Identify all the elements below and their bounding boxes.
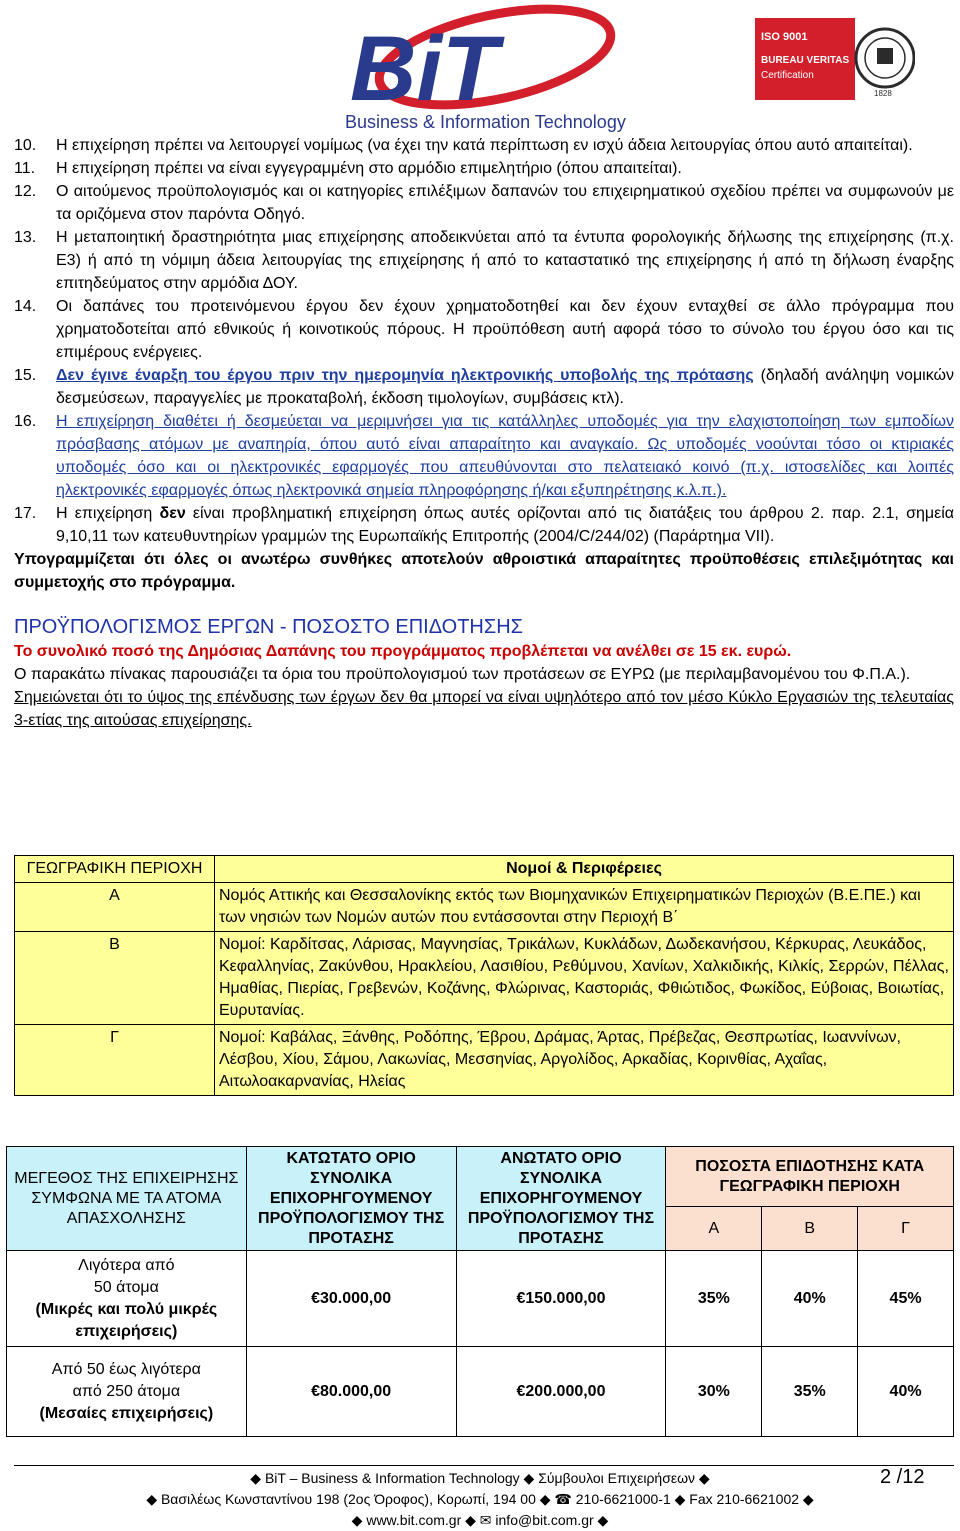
item15-emphasis: Δεν έγινε έναρξη του έργου πριν την ημερομηνία ηλεκτρονικής υποβολής της πρότασης — [56, 367, 754, 384]
bureau-veritas-logo — [755, 18, 915, 100]
list-item: 15. Δεν έγινε έναρξη του έργου πριν την ημερομηνία ηλεκτρονικής υποβολής της πρότασης (δηλαδή ανάληψη νομικών δεσμεύσεων, παραγγελίες με προκαταβολή, έκδοση τιμολογίων, συμβάσεις κτλ). — [14, 367, 955, 407]
table-row: Από 50 έως λιγότερα από 250 άτομα (Μεσαίες επιχειρήσεις) €80.000,00 €200.000,00 30% 35% 40% — [7, 1347, 954, 1437]
table-row: Β Νομοί: Καρδίτσας, Λάρισας, Μαγνησίας, Τρικάλων, Κυκλάδων, Δωδεκανήσου, Κέρκυρας, Λευκάδος, Κεφαλληνίας, Ζακύνθου, Ηρακλείου, Λασιθίου, Ρεθύμνου, Χανίων, Χαλκιδικής, Κιλκίς, Σερρών, Πέλλας, Ημαθίας, Πιερίας, Γρεβενών, Κοζάνης, Φλώρινας, Καστοριάς, Φθιώτιδος, Φωκίδος, Εύβοιας, Βοιωτίας, Ευρυτανίας. — [15, 932, 954, 1025]
page-number: 2 /12 — [880, 1466, 925, 1488]
cert-year: 1828 — [874, 89, 892, 98]
list-item: 16. Η επιχείρηση διαθέτει ή δεσμεύεται να μεριμνήσει για τις κατάλληλες υποδομές για την ελαχιστοποίηση των εμποδίων πρόσβασης ατόμων με αναπηρία, όπου αυτό είναι απαραίτητο και αναγκαίο. Ως υποδομές νοούνται τόσο οι κτιριακές υποδομές όσο και οι ηλεκτρονικές εφαρμογές που απευθύνονται στο πελατειακό κοινό (π.χ. ιστοσελίδες και λοιπές ηλεκτρονικές εφαρμογές όπως ηλεκτρονικά σημεία πληροφόρησης ή/και εξυπηρέτησης κ.λ.π.). — [14, 413, 954, 499]
budget-total-note: Το συνολικό ποσό της Δημόσιας Δαπάνης του προγράμματος προβλέπεται να ανέλθει σε 15 εκ. ευρώ. — [14, 643, 792, 660]
logo-text: BiT — [350, 18, 499, 120]
page-footer — [0, 1468, 960, 1531]
table-row: Λιγότερα από 50 άτομα (Μικρές και πολύ μικρές επιχειρήσεις) €30.000,00 €150.000,00 35% 40% 45% — [7, 1251, 954, 1347]
list-item: 17. Η επιχείρηση δεν είναι προβληματική επιχείρηση όπως αυτές ορίζονται από τις διατάξεις του άρθρου 2. παρ. 2.1, σημεία 9,10,11 των κατευθυντηρίων γραμμών της Ευρωπαϊκής Επιτροπής (2004/C/244/02) (Παράρτημα VII). — [14, 505, 955, 545]
list-item: 12. Ο αιτούμενος προϋπολογισμός και οι κατηγορίες επιλέξιμων δαπανών του επιχειρηματικού σχεδίου πρέπει να συμφωνούν με τα οριζόμενα στον παρόντα Οδηγό. — [14, 183, 954, 223]
footer-company: ◆ BiT – Business & Information Technology ◆ Σύμβουλοι Επιχειρήσεων ◆ — [250, 1470, 710, 1486]
footer-divider — [14, 1465, 954, 1466]
logo-subtitle: Business & Information Technology — [345, 112, 626, 132]
cert-label: Certification — [761, 70, 814, 81]
cert-bv: BUREAU VERITAS — [761, 55, 850, 66]
fund-header-max: ΑΝΩΤΑΤΟ ΟΡΙΟ ΣΥΝΟΛΙΚΑ ΕΠΙΧΟΡΗΓΟΥΜΕΝΟΥ ΠΡΟΫΠΟΛΟΓΙΣΜΟΥ ΤΗΣ ΠΡΟΤΑΣΗΣ — [456, 1147, 666, 1251]
list-item: 11. Η επιχείρηση πρέπει να είναι εγγεγραμμένη στο αρμόδιο επιμελητήριο (όπου απαιτείται). — [14, 160, 682, 177]
table-row: Γ Νομοί: Καβάλας, Ξάνθης, Ροδόπης, Έβρου, Δράμας, Άρτας, Πρέβεζας, Θεσπρωτίας, Ιωαννίνων, Λέσβου, Χίου, Σάμου, Λακωνίας, Μεσσηνίας, Αργολίδος, Αρκαδίας, Κορινθίας, Αχαΐας, Αιτωλοακαρνανίας, Ηλείας — [15, 1025, 954, 1096]
footer-contact: ◆ www.bit.com.gr ◆ ✉ info@bit.com.gr ◆ — [351, 1512, 609, 1528]
geo-header-area: ΓΕΩΓΡΑΦΙΚΗ ΠΕΡΙΟΧΗ — [15, 856, 215, 883]
fund-header-min: ΚΑΤΩΤΑΤΟ ΟΡΙΟ ΣΥΝΟΛΙΚΑ ΕΠΙΧΟΡΗΓΟΥΜΕΝΟΥ ΠΡΟΫΠΟΛΟΓΙΣΜΟΥ ΤΗΣ ΠΡΟΤΑΣΗΣ — [246, 1147, 456, 1251]
fund-header-size: ΜΕΓΕΘΟΣ ΤΗΣ ΕΠΙΧΕΙΡΗΣΗΣ ΣΥΜΦΩΝΑ ΜΕ ΤΑ ΑΤΟΜΑ ΑΠΑΣΧΟΛΗΣΗΣ — [7, 1147, 247, 1251]
bit-logo — [330, 2, 630, 134]
list-item: 10. Η επιχείρηση πρέπει να λειτουργεί νομίμως (να έχει την κατά περίπτωση εν ισχύ άδεια λειτουργίας όπου αυτό απαιτείται). — [14, 137, 913, 154]
list-item: 14. Οι δαπάνες του προτεινόμενου έργου δεν έχουν χρηματοδοτηθεί και δεν έχουν ενταχθεί σε άλλο πρόγραμμα που χρηματοδοτείται από εθνικούς ή κοινοτικούς πόρους. Η προϋπόθεση αυτή αφορά τόσο το σύνολο του έργου όσο και τις επιμέρους ενέργειες. — [14, 298, 954, 361]
page-header — [0, 0, 960, 135]
funding-limits-table: ΜΕΓΕΘΟΣ ΤΗΣ ΕΠΙΧΕΙΡΗΣΗΣ ΣΥΜΦΩΝΑ ΜΕ ΤΑ ΑΤΟΜΑ ΑΠΑΣΧΟΛΗΣΗΣ ΚΑΤΩΤΑΤΟ ΟΡΙΟ ΣΥΝΟΛΙΚΑ ΕΠΙΧΟΡΗΓΟΥΜΕΝΟΥ ΠΡΟΫΠΟΛΟΓΙΣΜΟΥ ΤΗΣ ΠΡΟΤΑΣΗΣ ΑΝΩΤΑΤΟ ΟΡΙΟ ΣΥΝΟΛΙΚΑ ΕΠΙΧΟΡΗΓΟΥΜΕΝΟΥ ΠΡΟΫΠΟΛΟΓΙΣΜΟΥ ΤΗΣ ΠΡΟΤΑΣΗΣ ΠΟΣΟΣΤΑ ΕΠΙΔΟΤΗΣΗΣ ΚΑΤΑ ΓΕΩΓΡΑΦΙΚΗ ΠΕΡΙΟΧΗ Α Β Γ Λιγότερα από 50 άτομα (Μικρές και πολύ μικρές επιχειρήσεις) €30.000,00 €150.000,00 35% 40% 45% Από 50 έως λιγότερα από 250 άτομα (Μεσαίες επιχειρήσεις) €80.000,00 €200.000,00 30% 35% 40% — [6, 1146, 954, 1437]
conditions-list — [14, 134, 954, 732]
list-item: 13. Η μεταποιητική δραστηριότητα μιας επιχείρησης αποδεικνύεται από τα έντυπα φορολογικής δήλωσης της επιχείρησης (π.χ. Ε3) ή από τη νόμιμη άδεια λειτουργίας της επιχείρησης ή από το καταστατικό της επιχείρησης ή από τη δήλωση έναρξης επιτηδεύματος στην αρμόδια ΔΟΥ. — [14, 229, 954, 292]
geographic-regions-table — [14, 855, 954, 1096]
summary-note: Υπογραμμίζεται ότι όλες οι ανωτέρω συνθήκες αποτελούν αθροιστικά απαραίτητες προϋποθέσεις επιλεξιμότητας και συμμετοχής στο πρόγραμμα. — [14, 551, 954, 591]
geo-header-regions: Νομοί & Περιφέρειες — [215, 856, 954, 883]
budget-section-title: ΠΡΟΫΠΟΛΟΓΙΣΜΟΣ ΕΡΓΩΝ - ΠΟΣΟΣΤΟ ΕΠΙΔΟΤΗΣΗΣ — [14, 616, 524, 638]
budget-table-intro: Ο παρακάτω πίνακας παρουσιάζει τα όρια του προϋπολογισμού των προτάσεων σε ΕΥΡΩ (με περιλαμβανομένου του Φ.Π.Α.). — [14, 666, 911, 683]
table-row: Α Νομός Αττικής και Θεσσαλονίκης εκτός των Βιομηχανικών Επιχειρηματικών Περιοχών (Β.Ε.ΠΕ.) και των νησιών των Νομών αυτών που εντάσσονται στην Περιοχή Β΄ — [15, 883, 954, 932]
investment-limit-note: Σημειώνεται ότι το ύψος της επένδυσης των έργων δεν θα μπορεί να είναι υψηλότερο από τον μέσο Κύκλο Εργασιών της τελευταίας 3-ετίας της αιτούσας επιχείρησης. — [14, 689, 954, 729]
cert-iso: ISO 9001 — [761, 31, 808, 43]
footer-address: ◆ Βασιλέως Κωνσταντίνου 198 (2ος Όροφος), Κορωπί, 194 00 ◆ ☎ 210-6621000-1 ◆ Fax 210-6621002 ◆ — [146, 1491, 814, 1507]
fund-header-pct: ΠΟΣΟΣΤΑ ΕΠΙΔΟΤΗΣΗΣ ΚΑΤΑ ΓΕΩΓΡΑΦΙΚΗ ΠΕΡΙΟΧΗ — [666, 1147, 954, 1207]
